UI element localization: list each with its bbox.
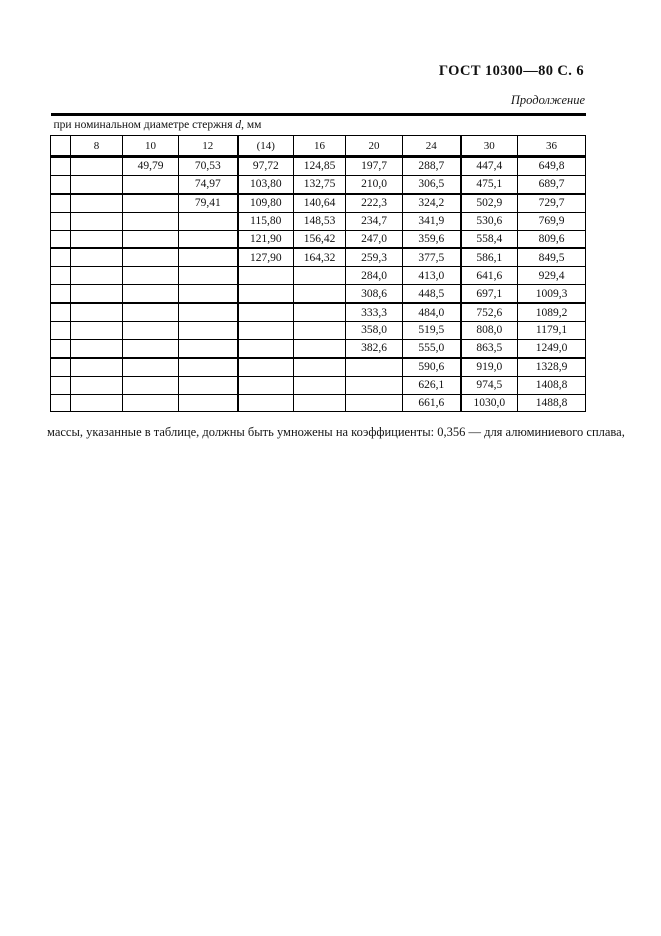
table-cell: 697,1: [461, 285, 518, 303]
table-cell: [238, 394, 294, 412]
table-cell: 1179,1: [518, 322, 586, 340]
table-cell: 164,32: [294, 248, 346, 266]
table-cell: 448,5: [403, 285, 461, 303]
table-cell: [238, 303, 294, 321]
table-row: [51, 267, 586, 285]
caption-suffix: , мм: [241, 119, 262, 131]
table-cell: 484,0: [403, 303, 461, 321]
table-cell: 109,80: [238, 194, 294, 212]
table-cell: [71, 394, 123, 412]
table-cell: 382,6: [346, 339, 403, 357]
table-row: [51, 194, 586, 212]
table-cell: [238, 322, 294, 340]
table-cell: 661,6: [403, 394, 461, 412]
table-cell: 929,4: [518, 267, 586, 285]
column-header: 16: [294, 136, 346, 157]
table-cell: [51, 376, 71, 394]
table-cell: 148,53: [294, 212, 346, 230]
table-cell: 555,0: [403, 339, 461, 357]
table-cell: [71, 339, 123, 357]
table-cell: [71, 212, 123, 230]
table-cell: [123, 376, 179, 394]
table-cell: [346, 358, 403, 376]
table-cell: [123, 322, 179, 340]
table-cell: [51, 248, 71, 266]
table-cell: 49,79: [123, 157, 179, 176]
table-cell: 115,80: [238, 212, 294, 230]
table-cell: [179, 339, 238, 357]
continuation-label: Продолжение: [510, 93, 585, 107]
table-cell: 530,6: [461, 212, 518, 230]
table-cell: [238, 267, 294, 285]
table-cell: [71, 267, 123, 285]
table-cell: 1009,3: [518, 285, 586, 303]
table-cell: [71, 322, 123, 340]
table-cell: [51, 394, 71, 412]
table-cell: 1089,2: [518, 303, 586, 321]
table-cell: 586,1: [461, 248, 518, 266]
table-cell: 97,72: [238, 157, 294, 176]
table-row: [51, 339, 586, 357]
table-cell: [123, 394, 179, 412]
table-cell: 197,7: [346, 157, 403, 176]
column-header: 8: [71, 136, 123, 157]
table-cell: [71, 376, 123, 394]
table-cell: 626,1: [403, 376, 461, 394]
table-cell: 259,3: [346, 248, 403, 266]
table-cell: [346, 376, 403, 394]
table-cell: 121,90: [238, 230, 294, 248]
table-cell: 1488,8: [518, 394, 586, 412]
table-cell: [51, 339, 71, 357]
table-cell: 324,2: [403, 194, 461, 212]
caption-prefix: при номинальном диаметре стержня: [53, 119, 236, 131]
table-cell: [123, 358, 179, 376]
table-cell: 288,7: [403, 157, 461, 176]
table-cell: 333,3: [346, 303, 403, 321]
table-body: [51, 157, 586, 412]
table-cell: [51, 230, 71, 248]
table-cell: [123, 212, 179, 230]
table-cell: [238, 358, 294, 376]
table-row: [51, 285, 586, 303]
table-cell: 502,9: [461, 194, 518, 212]
table-cell: 222,3: [346, 194, 403, 212]
column-header: (14): [238, 136, 294, 157]
table-cell: [123, 194, 179, 212]
table-row: [51, 157, 586, 176]
table-cell: [294, 339, 346, 357]
footer-note: массы, указанные в таблице, должны быть умножены на коэффициенты: 0,356 — для алюминиевого сплава,: [47, 425, 625, 439]
column-header: 20: [346, 136, 403, 157]
table-cell: [294, 376, 346, 394]
table-cell: 377,5: [403, 248, 461, 266]
table-cell: [71, 285, 123, 303]
table-cell: [51, 358, 71, 376]
table-cell: [123, 175, 179, 193]
table-cell: 1328,9: [518, 358, 586, 376]
table-cell: 809,6: [518, 230, 586, 248]
table-cell: 919,0: [461, 358, 518, 376]
table-cell: [51, 322, 71, 340]
table-cell: 689,7: [518, 175, 586, 193]
table-cell: 284,0: [346, 267, 403, 285]
table-cell: 1408,8: [518, 376, 586, 394]
table-cell: [179, 212, 238, 230]
table-caption-row: [51, 115, 586, 136]
table-cell: [123, 248, 179, 266]
table-cell: 156,42: [294, 230, 346, 248]
column-header: 30: [461, 136, 518, 157]
table-row: [51, 212, 586, 230]
table-cell: 359,6: [403, 230, 461, 248]
table-cell: 247,0: [346, 230, 403, 248]
table-cell: [179, 394, 238, 412]
table-cell: 341,9: [403, 212, 461, 230]
table-cell: 413,0: [403, 267, 461, 285]
stub-header: [51, 136, 71, 157]
table-cell: [51, 212, 71, 230]
table-cell: [123, 230, 179, 248]
table-cell: 475,1: [461, 175, 518, 193]
diameter-symbol: d: [235, 119, 242, 131]
table-row: [51, 175, 586, 193]
table-cell: [51, 157, 71, 176]
table-row: [51, 358, 586, 376]
table-cell: 103,80: [238, 175, 294, 193]
table-cell: 210,0: [346, 175, 403, 193]
table-row: [51, 248, 586, 266]
table-cell: [179, 285, 238, 303]
table-cell: 849,5: [518, 248, 586, 266]
table-cell: 519,5: [403, 322, 461, 340]
table-cell: [294, 303, 346, 321]
table-cell: 74,97: [179, 175, 238, 193]
mass-table: [50, 113, 586, 412]
table-cell: 590,6: [403, 358, 461, 376]
table-cell: [238, 339, 294, 357]
table-cell: 1249,0: [518, 339, 586, 357]
table-cell: [51, 267, 71, 285]
table-cell: 641,6: [461, 267, 518, 285]
table-cell: [71, 157, 123, 176]
table-caption: [51, 115, 586, 136]
table-cell: [294, 285, 346, 303]
table-cell: [51, 303, 71, 321]
table-cell: [123, 267, 179, 285]
table-cell: 974,5: [461, 376, 518, 394]
column-header: 12: [179, 136, 238, 157]
column-header: 10: [123, 136, 179, 157]
table-cell: [179, 376, 238, 394]
page-title: ГОСТ 10300—80 С. 6: [438, 63, 584, 79]
table-cell: 140,64: [294, 194, 346, 212]
table-cell: [71, 175, 123, 193]
table-cell: [179, 248, 238, 266]
table-cell: 127,90: [238, 248, 294, 266]
table-cell: [294, 322, 346, 340]
table-row: [51, 394, 586, 412]
table-cell: [71, 358, 123, 376]
table-cell: [238, 285, 294, 303]
table-cell: 70,53: [179, 157, 238, 176]
table-cell: [51, 285, 71, 303]
table-cell: 752,6: [461, 303, 518, 321]
table-cell: 124,85: [294, 157, 346, 176]
table-cell: 358,0: [346, 322, 403, 340]
table-cell: 306,5: [403, 175, 461, 193]
table-cell: [51, 175, 71, 193]
table-cell: [179, 267, 238, 285]
table-cell: 769,9: [518, 212, 586, 230]
table-cell: [71, 303, 123, 321]
table-row: [51, 376, 586, 394]
table-cell: 863,5: [461, 339, 518, 357]
table-cell: 447,4: [461, 157, 518, 176]
table-cell: [123, 339, 179, 357]
table-cell: [51, 194, 71, 212]
table-cell: [294, 267, 346, 285]
table-cell: [294, 358, 346, 376]
table-cell: [71, 230, 123, 248]
table-cell: 132,75: [294, 175, 346, 193]
table-cell: [179, 303, 238, 321]
table-cell: [179, 230, 238, 248]
table-cell: 1030,0: [461, 394, 518, 412]
table-cell: [346, 394, 403, 412]
table-row: [51, 303, 586, 321]
table-row: [51, 322, 586, 340]
table-cell: [294, 394, 346, 412]
table-cell: [71, 194, 123, 212]
table-cell: 234,7: [346, 212, 403, 230]
table-cell: [71, 248, 123, 266]
table-cell: 79,41: [179, 194, 238, 212]
table-cell: 649,8: [518, 157, 586, 176]
table-cell: [123, 285, 179, 303]
table-cell: 729,7: [518, 194, 586, 212]
column-header: 36: [518, 136, 586, 157]
header-row: [51, 136, 586, 157]
table-row: [51, 230, 586, 248]
table-cell: [123, 303, 179, 321]
table-cell: 808,0: [461, 322, 518, 340]
table-cell: [238, 376, 294, 394]
table-cell: 558,4: [461, 230, 518, 248]
column-header: 24: [403, 136, 461, 157]
table-cell: [179, 358, 238, 376]
table-cell: [179, 322, 238, 340]
table-cell: 308,6: [346, 285, 403, 303]
